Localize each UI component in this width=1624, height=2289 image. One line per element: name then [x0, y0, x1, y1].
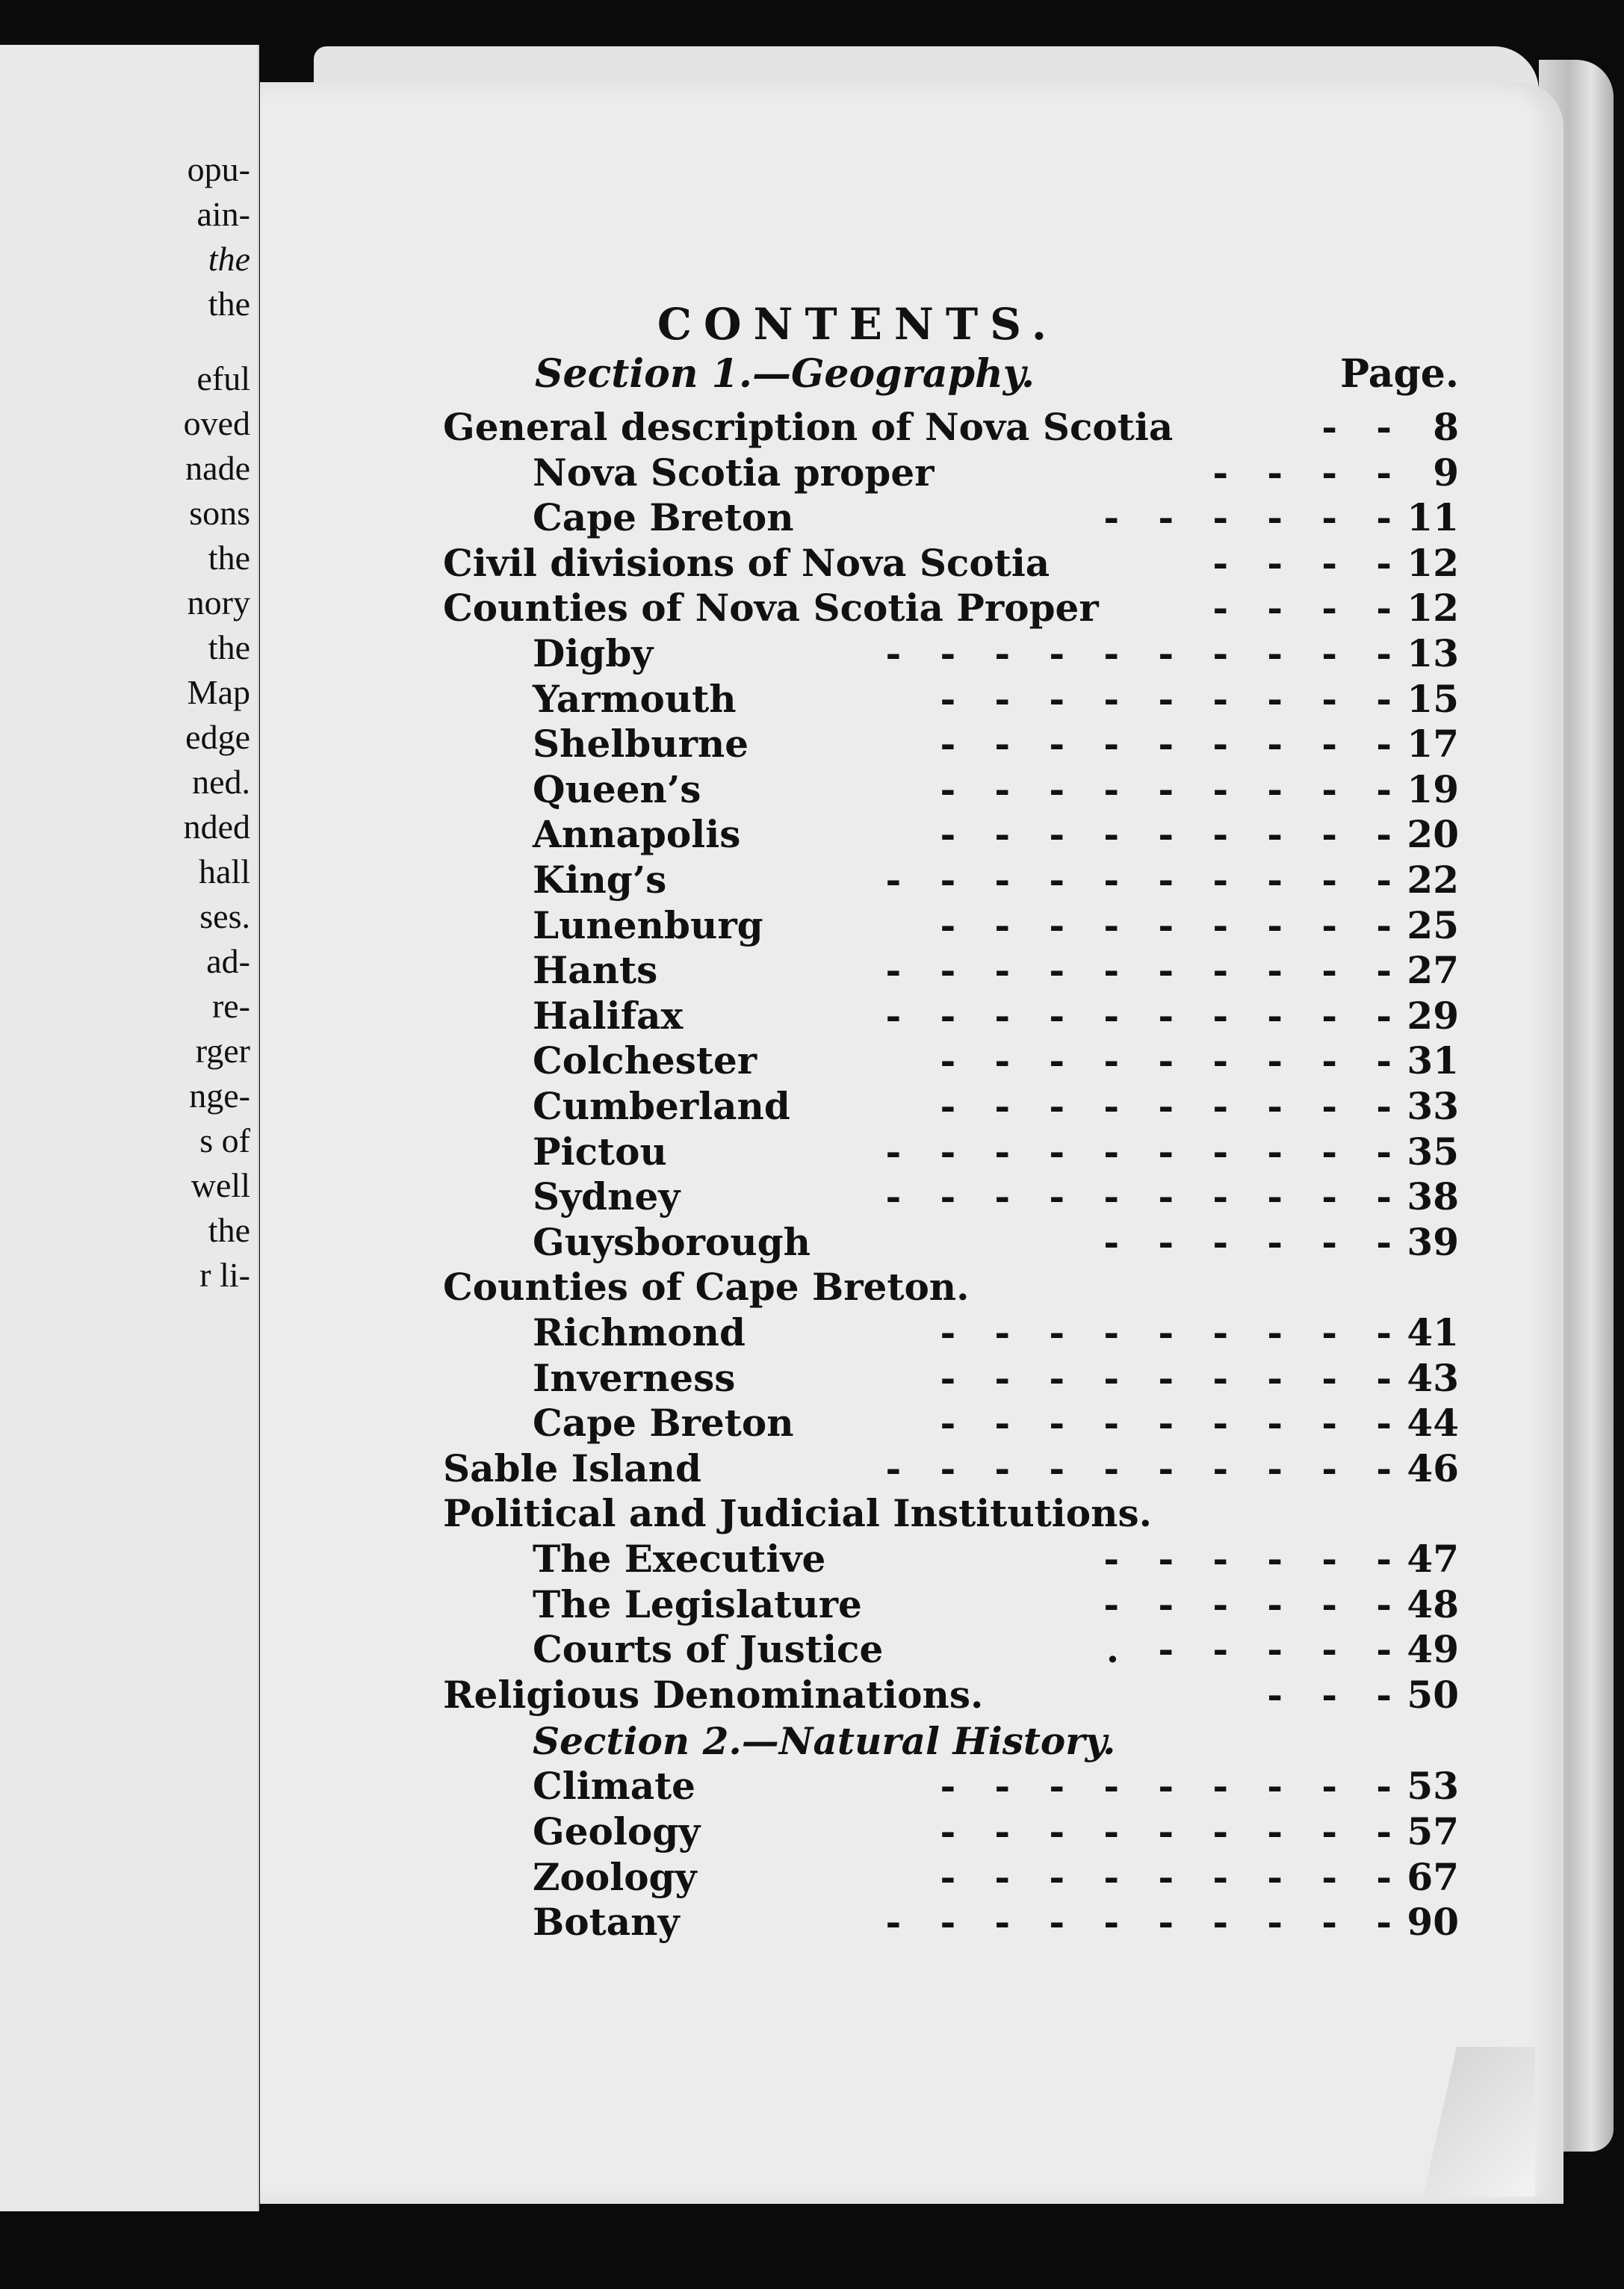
toc-entry-leader: - - [1321, 405, 1392, 449]
toc-entry-page-number: 35 [1407, 1129, 1459, 1174]
toc-entry-leader: - - - - - - [1103, 1537, 1392, 1581]
section-1-name: Geography. [790, 351, 1035, 397]
section-2-prefix: Section 2.— [533, 1719, 779, 1764]
toc-entry-leader: - - - - - - - - - [940, 1084, 1392, 1128]
toc-entry[interactable] [443, 1265, 1459, 1310]
toc-entry-label: Lunenburg [533, 902, 763, 947]
toc-entry-label: Sable Island [443, 1446, 701, 1490]
toc-entry-label: Yarmouth [533, 676, 737, 721]
facing-page-text-fragment: nge- [189, 1077, 250, 1115]
toc-entry-leader: - - - - - - - - - - [885, 631, 1392, 675]
toc-entry[interactable] [533, 495, 1459, 540]
toc-entry[interactable] [533, 812, 1459, 857]
toc-entry[interactable] [533, 1627, 1459, 1672]
toc-entry[interactable] [533, 1084, 1459, 1129]
toc-entry-label: Geology [533, 1809, 701, 1853]
facing-page-text-fragment: eful [196, 359, 250, 397]
toc-entry[interactable] [533, 1130, 1459, 1174]
toc-entry-leader: - - - - - - - - - - [885, 948, 1392, 993]
toc-entry[interactable] [533, 1537, 1459, 1582]
toc-entry-leader: . - - - - - [1106, 1627, 1392, 1672]
facing-page-text-fragment: the [208, 628, 250, 666]
toc-entry-label: Climate [533, 1764, 695, 1809]
toc-entry-label: Annapolis [533, 812, 741, 857]
toc-entry-page-number: 31 [1407, 1038, 1459, 1083]
toc-entry[interactable] [533, 994, 1459, 1038]
toc-entry-leader: - - - - - - [1103, 1219, 1392, 1264]
toc-entry-leader: - - - - [1212, 540, 1392, 585]
toc-entry[interactable] [533, 1356, 1459, 1401]
toc-entry-leader: - - - - - - - - - [940, 1809, 1392, 1853]
toc-entry-label: Civil divisions of Nova Scotia [443, 540, 1050, 585]
toc-entry-leader: - - - - - - - - - - [885, 1174, 1392, 1219]
toc-entry[interactable] [533, 767, 1459, 812]
toc-entry[interactable] [443, 1673, 1459, 1717]
toc-entry-page-number: 57 [1407, 1809, 1459, 1853]
toc-entry[interactable] [533, 858, 1459, 902]
facing-page-text-fragment: hall [199, 852, 250, 890]
toc-entry-page-number: 8 [1433, 405, 1459, 449]
toc-entry[interactable] [443, 541, 1459, 586]
facing-page-text-fragment: nded [183, 808, 250, 846]
facing-page-text-fragment: ned. [192, 763, 250, 801]
facing-page-text-fragment: ses. [199, 897, 250, 935]
toc-entry-leader: - - - - - - - - - [940, 1310, 1392, 1354]
toc-entry[interactable] [533, 1038, 1459, 1083]
toc-entry-label: Sydney [533, 1174, 681, 1219]
page-column-heading: Page. [1340, 351, 1459, 397]
toc-entry[interactable] [533, 1220, 1459, 1265]
toc-entry-label: Digby [533, 631, 654, 675]
toc-entry-label: Cape Breton [533, 1401, 794, 1446]
facing-page-text-fragment: ain- [196, 195, 250, 233]
toc-entry-page-number: 44 [1407, 1401, 1459, 1446]
toc-entry[interactable] [443, 1446, 1459, 1491]
toc-entry[interactable] [533, 631, 1459, 676]
toc-entry-label: Guysborough [533, 1219, 811, 1264]
toc-entry-page-number: 67 [1407, 1854, 1459, 1899]
toc-entry-page-number: 9 [1433, 450, 1459, 495]
toc-entry-page-number: 90 [1407, 1900, 1459, 1945]
toc-entry[interactable] [533, 1582, 1459, 1627]
toc-entry-label: Hants [533, 948, 658, 993]
toc-entry[interactable] [443, 1491, 1459, 1536]
facing-page-text-fragment: nade [185, 449, 250, 487]
facing-page-text-fragment: r li- [199, 1256, 250, 1294]
facing-page-text-fragment: s of [199, 1121, 250, 1159]
toc-entry-label: Queen’s [533, 766, 701, 811]
toc-entry-label: Counties of Nova Scotia Proper [443, 586, 1099, 631]
toc-entry[interactable] [533, 903, 1459, 948]
toc-entry-label: Pictou [533, 1129, 667, 1174]
toc-entry-page-number: 49 [1407, 1627, 1459, 1672]
toc-entry-leader: - - - - - - - - - [940, 766, 1392, 811]
toc-entry-label: Colchester [533, 1038, 757, 1083]
toc-entry-page-number: 27 [1407, 948, 1459, 993]
facing-page [0, 45, 259, 2211]
toc-entry-label: The Legislature [533, 1582, 862, 1626]
toc-entry-page-number: 19 [1407, 766, 1459, 811]
toc-entry-page-number: 43 [1407, 1355, 1459, 1400]
toc-entry-leader: - - - - - - - - - [940, 1401, 1392, 1446]
toc-entry-leader: - - - - - - - - - [940, 676, 1392, 721]
section-2-name: Natural History. [778, 1719, 1116, 1764]
facing-page-text-fragment: the [208, 240, 250, 278]
toc-entry-leader: - - - - - - - - - - [885, 1900, 1392, 1945]
page-title: CONTENTS. [657, 299, 1059, 350]
toc-entry-label: General description of Nova Scotia [443, 405, 1174, 449]
toc-entry-leader: - - - [1267, 1672, 1392, 1717]
toc-entry-label: Counties of Cape Breton. [443, 1265, 970, 1310]
facing-page-text-fragment: the [208, 285, 250, 323]
facing-page-text-fragment: Map [187, 673, 250, 711]
toc-entry[interactable] [533, 1764, 1459, 1809]
toc-entry-leader: - - - - - - - - - [940, 1355, 1392, 1400]
toc-entry-page-number: 38 [1407, 1174, 1459, 1219]
toc-entry-leader: - - - - - - - - - [940, 1854, 1392, 1899]
toc-entry[interactable] [533, 948, 1459, 993]
toc-entry-leader: - - - - - - - - - [940, 902, 1392, 947]
toc-entry-page-number: 20 [1407, 812, 1459, 857]
toc-entry-page-number: 33 [1407, 1084, 1459, 1128]
toc-entry[interactable] [443, 405, 1459, 450]
section-2-heading [533, 1719, 1115, 1763]
toc-entry-page-number: 12 [1407, 586, 1459, 631]
toc-entry-leader: - - - - - - - - - [940, 812, 1392, 857]
toc-entry-label: Richmond [533, 1310, 746, 1354]
toc-entry-page-number: 11 [1407, 495, 1459, 540]
toc-entry-page-number: 53 [1407, 1764, 1459, 1809]
toc-entry-label: Cumberland [533, 1084, 790, 1128]
toc-entry[interactable] [533, 1855, 1459, 1900]
facing-page-text-fragment: the [208, 539, 250, 577]
facing-page-text-fragment: well [190, 1166, 250, 1204]
facing-page-text-fragment: ad- [206, 942, 250, 980]
toc-entry-page-number: 13 [1407, 631, 1459, 675]
toc-entry[interactable] [533, 677, 1459, 722]
toc-entry-page-number: 22 [1407, 858, 1459, 902]
toc-entry[interactable] [533, 722, 1459, 766]
facing-page-text-fragment: re- [211, 987, 250, 1025]
facing-page-text-fragment: nory [187, 583, 250, 622]
toc-entry-page-number: 48 [1407, 1582, 1459, 1626]
toc-entry-leader: - - - - - - - - - - [885, 993, 1392, 1038]
toc-entry-label: Halifax [533, 993, 684, 1038]
section-1-heading [535, 351, 1035, 397]
toc-entry-page-number: 29 [1407, 993, 1459, 1038]
toc-entry-page-number: 39 [1407, 1219, 1459, 1264]
toc-entry-page-number: 41 [1407, 1310, 1459, 1354]
toc-entry-label: Botany [533, 1900, 680, 1945]
toc-entry-label: Zoology [533, 1854, 697, 1899]
toc-entry-leader: - - - - - - [1103, 495, 1392, 540]
facing-page-text-fragment: oved [183, 404, 250, 442]
facing-page-text-fragment: edge [185, 718, 250, 756]
toc-entry-page-number: 47 [1407, 1537, 1459, 1581]
section-1-prefix: Section 1.— [535, 351, 791, 397]
toc-entry[interactable] [533, 1174, 1459, 1219]
toc-entry-leader: - - - - - - - - - - [885, 858, 1392, 902]
toc-entry[interactable] [533, 1900, 1459, 1945]
toc-entry[interactable] [443, 586, 1459, 631]
facing-page-text-fragment: rger [195, 1032, 250, 1070]
toc-entry[interactable] [533, 450, 1459, 495]
toc-entry-label: The Executive [533, 1537, 826, 1581]
toc-entry-label: Religious Denominations. [443, 1672, 984, 1717]
toc-entry[interactable] [533, 1401, 1459, 1446]
toc-entry-leader: - - - - [1212, 586, 1392, 631]
toc-entry-leader: - - - - - - - - - - [885, 1446, 1392, 1490]
toc-entry-page-number: 25 [1407, 902, 1459, 947]
contents-page [260, 82, 1563, 2204]
toc-entry-page-number: 15 [1407, 676, 1459, 721]
toc-entry[interactable] [533, 1310, 1459, 1355]
toc-entry-label: King’s [533, 858, 667, 902]
toc-entry-label: Political and Judicial Institutions. [443, 1491, 1153, 1536]
toc-entry-label: Inverness [533, 1355, 736, 1400]
facing-page-text-fragment: sons [189, 494, 250, 532]
toc-entry-leader: - - - - - - - - - [940, 1764, 1392, 1809]
toc-entry-leader: - - - - - - [1103, 1582, 1392, 1626]
toc-entry-label: Courts of Justice [533, 1627, 884, 1672]
toc-entry-label: Cape Breton [533, 495, 794, 540]
facing-page-text-fragment: opu- [187, 150, 250, 188]
toc-entry-leader: - - - - - - - - - [940, 1038, 1392, 1083]
toc-entry[interactable] [533, 1809, 1459, 1854]
toc-entry-page-number: 17 [1407, 722, 1459, 766]
toc-entry-page-number: 50 [1407, 1672, 1459, 1717]
toc-entry-page-number: 46 [1407, 1446, 1459, 1490]
facing-page-text-fragment: the [208, 1211, 250, 1249]
toc-entry-leader: - - - - - - - - - - [885, 1129, 1392, 1174]
toc-entry-label: Shelburne [533, 722, 749, 766]
toc-entry-leader: - - - - [1212, 450, 1392, 495]
toc-entry-leader: - - - - - - - - - [940, 722, 1392, 766]
toc-entry-page-number: 12 [1407, 540, 1459, 585]
toc-entry-label: Nova Scotia proper [533, 450, 935, 495]
